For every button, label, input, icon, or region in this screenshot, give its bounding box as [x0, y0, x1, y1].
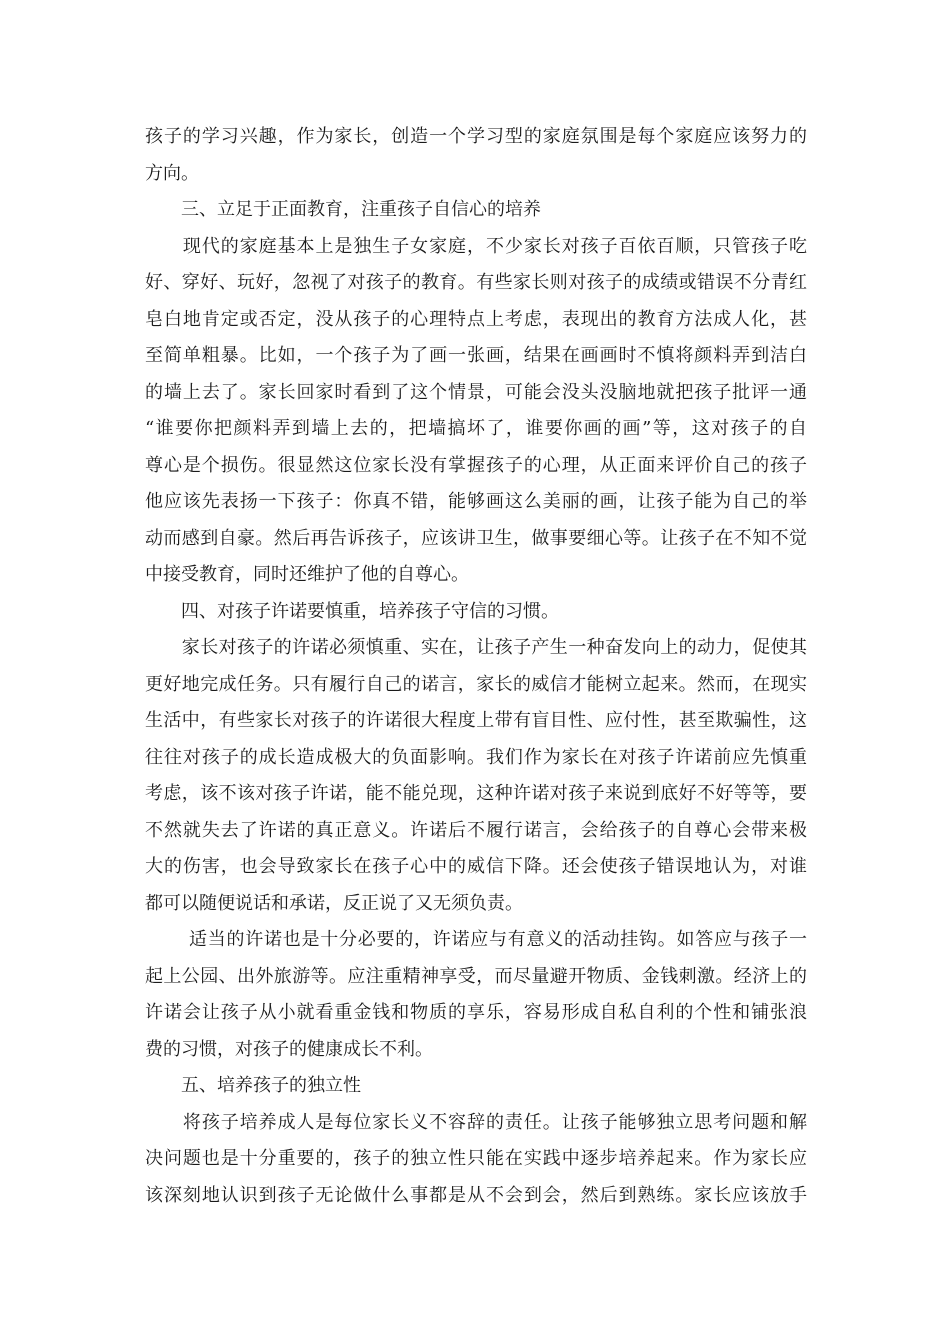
text-line: 家长对孩子的许诺必须慎重、实在，让孩子产生一种奋发向上的动力，促使其	[145, 637, 807, 658]
text-line: 中接受教育，同时还维护了他的自尊心。	[145, 564, 469, 585]
text-line: 好、穿好、玩好，忽视了对孩子的教育。有些家长则对孩子的成绩或错误不分青红	[145, 272, 807, 293]
text-line: 费的习惯，对孩子的健康成长不利。	[145, 1038, 433, 1060]
text-line: 都可以随便说话和承诺，反正说了又无须负责。	[145, 892, 523, 914]
text-line: 现代的家庭基本上是独生子女家庭，不少家长对孩子百依百顺，只管孩子吃	[145, 235, 807, 257]
text-line: 该深刻地认识到孩子无论做什么事都是从不会到会，然后到熟练。家长应该放手	[145, 1184, 807, 1206]
text-line: 适当的许诺也是十分必要的，许诺应与有意义的活动挂钩。如答应与孩子一	[145, 929, 807, 950]
text-line: 的墙上去了。家长回家时看到了这个情景，可能会没头没脑地就把孩子批评一通	[145, 381, 807, 403]
text-line: 往往对孩子的成长造成极大的负面影响。我们作为家长在对孩子许诺前应先慎重	[145, 746, 807, 768]
text-line: 大的伤害，也会导致家长在孩子心中的威信下降。还会使孩子错误地认为，对谁	[145, 856, 807, 877]
body-text	[145, 119, 807, 1214]
text-line: 他应该先表扬一下孩子：你真不错，能够画这么美丽的画，让孩子能为自己的举	[145, 491, 807, 512]
text-line: 尊心是个损伤。很显然这位家长没有掌握孩子的心理，从正面来评价自己的孩子	[145, 454, 807, 476]
text-line: 至简单粗暴。比如，一个孩子为了画一张画，结果在画画时不慎将颜料弄到洁白	[145, 345, 807, 366]
section-heading: 四、对孩子许诺要慎重，培养孩子守信的习惯。	[145, 600, 559, 622]
text-line: 起上公园、出外旅游等。应注重精神享受，而尽量避开物质、金钱刺激。经济上的	[145, 965, 807, 987]
text-line: “谁要你把颜料弄到墙上去的，把墙搞坏了，谁要你画的画”等，这对孩子的自	[145, 418, 807, 439]
text-line: 方向。	[145, 162, 199, 184]
text-line: 更好地完成任务。只有履行自己的诺言，家长的威信才能树立起来。然而，在现实	[145, 673, 807, 695]
text-line: 将孩子培养成人是每位家长义不容辞的责任。让孩子能够独立思考问题和解	[145, 1111, 807, 1133]
text-line: 皂白地肯定或否定，没从孩子的心理特点上考虑，表现出的教育方法成人化，甚	[145, 308, 807, 330]
text-line: 考虑，该不该对孩子许诺，能不能兑现，这种许诺对孩子来说到底好不好等等，要	[145, 783, 807, 804]
section-heading: 五、培养孩子的独立性	[145, 1075, 361, 1096]
section-heading: 三、立足于正面教育，注重孩子自信心的培养	[145, 199, 541, 220]
text-line: 许诺会让孩子从小就看重金钱和物质的享乐，容易形成自私自利的个性和铺张浪	[145, 1002, 807, 1023]
text-line: 不然就失去了许诺的真正意义。许诺后不履行诺言，会给孩子的自尊心会带来极	[145, 819, 807, 841]
text-line: 动而感到自豪。然后再告诉孩子，应该讲卫生，做事要细心等。让孩子在不知不觉	[145, 527, 807, 549]
text-line: 决问题也是十分重要的，孩子的独立性只能在实践中逐步培养起来。作为家长应	[145, 1148, 807, 1169]
text-line: 生活中，有些家长对孩子的许诺很大程度上带有盲目性、应付性，甚至欺骗性，这	[145, 710, 807, 731]
text-line: 孩子的学习兴趣，作为家长，创造一个学习型的家庭氛围是每个家庭应该努力的	[145, 126, 807, 147]
